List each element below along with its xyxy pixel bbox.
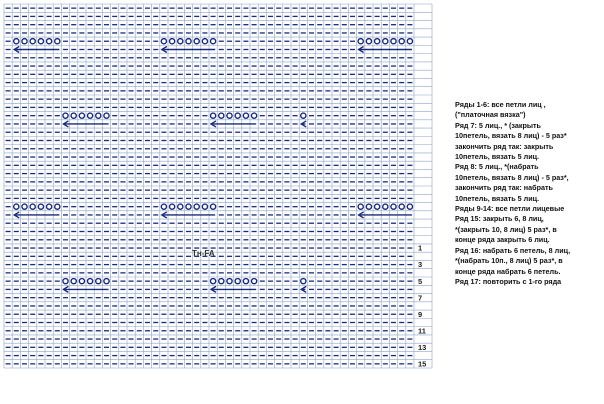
bind-off-stitch-symbol	[211, 39, 216, 44]
legend-line: Ряд 17: повторить с 1-го ряда	[455, 276, 562, 286]
bind-off-stitch-symbol	[202, 204, 207, 209]
bind-off-stitch-symbol	[301, 279, 306, 284]
bind-off-stitch-symbol	[186, 39, 191, 44]
bind-off-stitch-symbol	[161, 39, 166, 44]
bind-off-stitch-symbol	[96, 279, 101, 284]
bind-off-stitch-symbol	[358, 204, 363, 209]
bind-off-stitch-symbol	[383, 204, 388, 209]
row-number-column	[418, 244, 426, 369]
bind-off-stitch-symbol	[30, 204, 35, 209]
bind-off-stitch-symbol	[63, 113, 68, 118]
bind-off-stitch-symbol	[186, 204, 191, 209]
legend-line: закончить ряд так: закрыть	[455, 141, 554, 151]
row-number-label: 11	[418, 326, 426, 336]
bind-off-stitch-symbol	[194, 39, 199, 44]
legend-line: 10петель, вязать 8 лиц) - 5 раз*	[455, 131, 567, 141]
bind-off-stitch-symbol	[71, 279, 76, 284]
bind-off-stitch-symbol	[79, 113, 84, 118]
bind-off-stitch-symbol	[22, 204, 27, 209]
bind-off-stitch-symbol	[71, 113, 76, 118]
legend-line: 10петель, вязать 5 лиц.	[455, 152, 540, 162]
bind-off-stitch-symbol	[47, 204, 52, 209]
legend-line: *(набрать 10п., 8 лиц) 5 раз*, в	[455, 256, 563, 266]
bind-off-stitch-symbol	[399, 204, 404, 209]
bind-off-stitch-symbol	[79, 279, 84, 284]
bind-off-stitch-symbol	[170, 39, 175, 44]
bind-off-stitch-symbol	[243, 113, 248, 118]
bind-off-stitch-symbol	[399, 39, 404, 44]
legend-line: Ряды 1-6: все петли лиц ,	[455, 100, 546, 109]
bind-off-stitch-symbol	[235, 279, 240, 284]
bind-off-stitch-symbol	[63, 279, 68, 284]
chart-grid	[4, 4, 432, 368]
bind-off-stitch-symbol	[161, 204, 166, 209]
row-number-label: 5	[418, 276, 423, 286]
row-number-label: 3	[418, 260, 423, 270]
bind-off-stitch-symbol	[301, 113, 306, 118]
bind-off-stitch-symbol	[211, 113, 216, 118]
bind-off-stitch-symbol	[366, 39, 371, 44]
legend-line: конце ряда закрыть 6 лиц.	[455, 235, 550, 245]
legend-line: Ряд 15: закрыть 6, 8 лиц,	[455, 214, 544, 224]
legend-line: Ряд 7: 5 лиц., * (закрыть	[455, 120, 541, 130]
bind-off-stitch-symbol	[407, 39, 412, 44]
bind-off-stitch-symbol	[38, 204, 43, 209]
bind-off-stitch-symbol	[38, 39, 43, 44]
bind-off-stitch-symbol	[243, 279, 248, 284]
bind-off-stitch-symbol	[211, 204, 216, 209]
bind-off-stitch-symbol	[55, 204, 60, 209]
bind-off-stitch-symbol	[252, 113, 257, 118]
legend-line: *(закрыть 10, 8 лиц) 5 раз*, в	[455, 224, 557, 234]
bind-off-stitch-symbol	[235, 113, 240, 118]
legend-line: Ряд 8: 5 лиц., *(набрать	[455, 162, 539, 172]
pattern-legend	[455, 100, 603, 287]
legend-line: конце ряда набрать 6 петель.	[455, 266, 561, 276]
bind-off-stitch-symbol	[375, 39, 380, 44]
row-number-label: 13	[418, 342, 427, 352]
bind-off-stitch-symbol	[219, 279, 224, 284]
bind-off-stitch-symbol	[104, 279, 109, 284]
row-number-label: 1	[418, 243, 423, 253]
bind-off-stitch-symbol	[178, 39, 183, 44]
row-number-label: 7	[418, 293, 423, 303]
bind-off-stitch-symbol	[47, 39, 52, 44]
bind-off-stitch-symbol	[366, 204, 371, 209]
bind-off-stitch-symbol	[88, 279, 93, 284]
bind-off-stitch-symbol	[202, 39, 207, 44]
bind-off-stitch-symbol	[227, 279, 232, 284]
row-number-label: 15	[418, 359, 427, 369]
bind-off-stitch-symbol	[55, 39, 60, 44]
bind-off-stitch-symbol	[14, 204, 19, 209]
legend-line: ("платочная вязка")	[455, 110, 526, 120]
bind-off-stitch-symbol	[14, 39, 19, 44]
bind-off-stitch-symbol	[194, 204, 199, 209]
bind-off-stitch-symbol	[391, 204, 396, 209]
watermark-text: Тн-FA	[192, 249, 215, 258]
bind-off-stitch-symbol	[358, 39, 363, 44]
bind-off-stitch-symbol	[96, 113, 101, 118]
bind-off-stitch-symbol	[219, 113, 224, 118]
legend-line: 10петель, вязать 5 лиц.	[455, 193, 540, 203]
bind-off-stitch-symbol	[227, 113, 232, 118]
bind-off-stitch-symbol	[88, 113, 93, 118]
legend-line: закончить ряд так: набрать	[455, 183, 553, 193]
row-number-label: 9	[418, 309, 423, 319]
legend-line: Ряды 9-14: все петли лицевые	[455, 204, 565, 214]
bind-off-stitch-symbol	[383, 39, 388, 44]
legend-line: 10петель, вязать 8 лиц) - 5 раз*,	[455, 172, 569, 182]
bind-off-stitch-symbol	[211, 279, 216, 284]
bind-off-stitch-symbol	[104, 113, 109, 118]
bind-off-stitch-symbol	[391, 39, 396, 44]
bind-off-stitch-symbol	[375, 204, 380, 209]
bind-off-stitch-symbol	[178, 204, 183, 209]
bind-off-stitch-symbol	[407, 204, 412, 209]
bind-off-stitch-symbol	[30, 39, 35, 44]
bind-off-stitch-symbol	[252, 279, 257, 284]
legend-line: Ряд 16: набрать 6 петель, 8 лиц,	[455, 245, 571, 255]
bind-off-stitch-symbol	[22, 39, 27, 44]
bind-off-stitch-symbol	[170, 204, 175, 209]
